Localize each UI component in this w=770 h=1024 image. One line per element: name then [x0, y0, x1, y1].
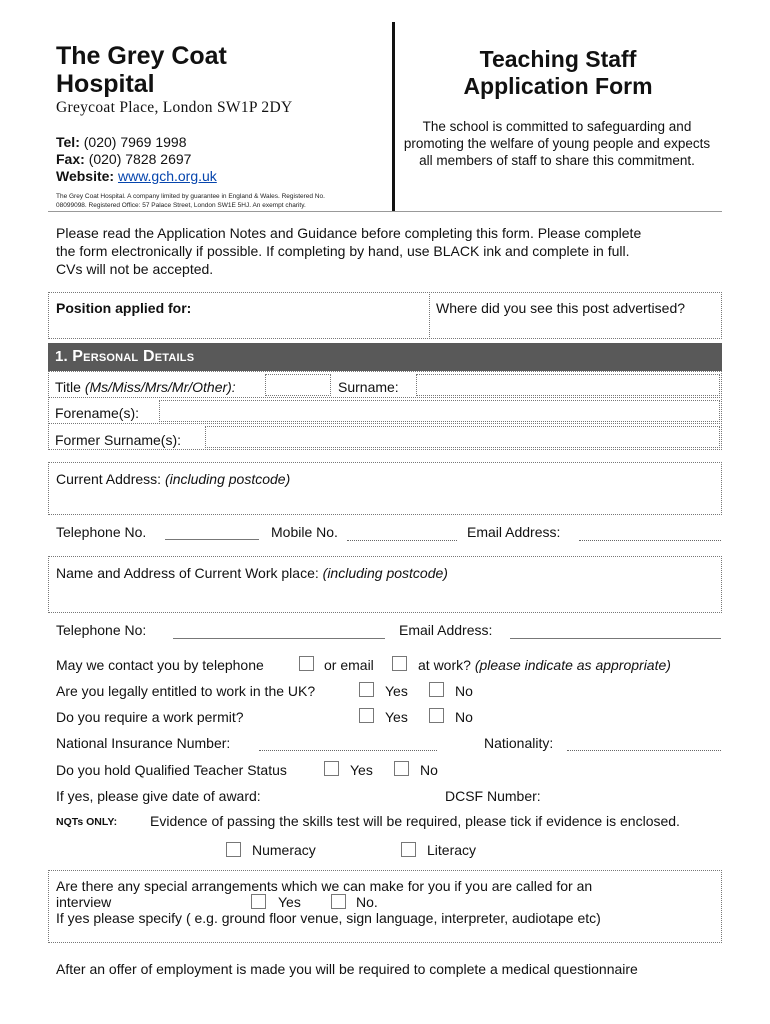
literacy-checkbox[interactable]: [401, 842, 416, 857]
entitled-yes-checkbox[interactable]: [359, 682, 374, 697]
title-input[interactable]: [265, 374, 331, 396]
special-arrangements-box: [48, 870, 722, 943]
ni-number-label: National Insurance Number:: [56, 735, 231, 751]
contact-telephone-checkbox[interactable]: [299, 656, 314, 671]
section-number: 1.: [55, 348, 68, 365]
safeguarding-statement: The school is committed to safeguarding and promoting the welfare of young people and expects all members of staff to share this commitment.: [403, 119, 711, 168]
school-name-line1: The Grey Coat: [56, 42, 227, 70]
position-label: Position applied for:: [56, 300, 192, 316]
mobile-input[interactable]: [347, 540, 457, 541]
mobile-label: Mobile No.: [271, 524, 338, 540]
forenames-input[interactable]: [159, 400, 720, 422]
header-divider: [392, 22, 395, 211]
ni-number-input[interactable]: [259, 750, 437, 751]
entitled-question: Are you legally entitled to work in the UK?: [56, 683, 316, 699]
fax-value: (020) 7828 2697: [88, 151, 192, 167]
intro-text: [56, 224, 736, 278]
permit-yes-checkbox[interactable]: [359, 708, 374, 723]
special-no-label: No.: [356, 894, 378, 910]
permit-no-checkbox[interactable]: [429, 708, 444, 723]
intro-line1: Please read the Application Notes and Guidance before completing this form. Please complete: [56, 225, 642, 241]
special-question-line2: interview: [56, 894, 112, 910]
form-title-line1: Teaching Staff: [479, 46, 637, 72]
entitled-yes-label: Yes: [385, 683, 408, 699]
school-address: Greycoat Place, London SW1P 2DY: [56, 99, 293, 116]
title-label-text: Title: [55, 379, 85, 395]
website-link[interactable]: www.gch.org.uk: [117, 168, 217, 184]
form-title: [400, 46, 716, 100]
permit-yes-label: Yes: [385, 709, 408, 725]
contact-hint: (please indicate as appropriate): [474, 657, 671, 673]
nationality-label: Nationality:: [484, 735, 554, 751]
nqt-text: Evidence of passing the skills test will be required, please tick if evidence is enclosed.: [150, 813, 680, 829]
email-input[interactable]: [579, 540, 721, 541]
intro-line3: CVs will not be accepted.: [56, 261, 214, 277]
workplace-field[interactable]: [48, 556, 722, 613]
nationality-input[interactable]: [567, 750, 721, 751]
medical-questionnaire-note: After an offer of employment is made you will be required to complete a medical questionnaire: [56, 961, 638, 977]
work-telephone-label: Telephone No:: [56, 622, 147, 638]
form-title-line2: Application Form: [463, 73, 653, 99]
website-line: [56, 168, 217, 184]
forenames-label: Forename(s):: [55, 405, 140, 421]
position-field[interactable]: [48, 292, 430, 339]
workplace-label: [56, 565, 448, 581]
legal-notice: [56, 193, 386, 210]
qts-yes-checkbox[interactable]: [324, 761, 339, 776]
advertised-field[interactable]: [429, 292, 722, 339]
special-specify-label: If yes please specify ( e.g. ground floor venue, sign language, interpreter, audiotape etc): [56, 910, 601, 926]
current-address-hint: (including postcode): [164, 471, 291, 487]
special-yes-checkbox[interactable]: [251, 894, 266, 909]
at-work-text: at work?: [418, 657, 471, 673]
entitled-no-label: No: [455, 683, 473, 699]
special-question-line1: Are there any special arrangements which we can make for you if you are called for an: [56, 878, 593, 894]
school-name-line2: Hospital: [56, 70, 155, 98]
qts-question: Do you hold Qualified Teacher Status: [56, 762, 287, 778]
school-name: [56, 42, 227, 98]
special-yes-label: Yes: [278, 894, 301, 910]
legal-line1: The Grey Coat Hospital. A company limited by guarantee in England & Wales. Registered No.: [56, 193, 325, 200]
legal-line2: 08099098. Registered Office: 57 Palace Street, London SW1E 5HJ. An exempt charity.: [56, 201, 306, 209]
workplace-hint: (including postcode): [322, 565, 448, 581]
email-label: Email Address:: [467, 524, 561, 540]
numeracy-label: Numeracy: [252, 842, 316, 858]
tel-value: (020) 7969 1998: [83, 134, 187, 150]
contact-email-checkbox[interactable]: [392, 656, 407, 671]
current-address-label: [56, 471, 290, 487]
permit-no-label: No: [455, 709, 473, 725]
or-email-label: or email: [324, 657, 374, 673]
qts-yes-label: Yes: [350, 762, 373, 778]
qts-no-checkbox[interactable]: [394, 761, 409, 776]
fax-label: Fax:: [56, 151, 85, 167]
telephone-label: Telephone No.: [56, 524, 147, 540]
surname-label: Surname:: [338, 379, 399, 395]
workplace-label-text: Name and Address of Current Work place:: [56, 565, 323, 581]
header-rule: [48, 211, 722, 212]
former-surnames-input[interactable]: [205, 426, 720, 448]
advertised-label: Where did you see this post advertised?: [436, 300, 686, 316]
work-email-label: Email Address:: [399, 622, 493, 638]
at-work-label: [418, 657, 671, 673]
dcsf-number-label: DCSF Number:: [445, 788, 541, 804]
current-address-label-text: Current Address:: [56, 471, 165, 487]
telephone-input[interactable]: [165, 539, 259, 540]
telephone-line: [56, 134, 187, 150]
permit-question: Do you require a work permit?: [56, 709, 244, 725]
current-address-field[interactable]: [48, 462, 722, 515]
work-telephone-input[interactable]: [173, 638, 385, 639]
intro-line2: the form electronically if possible. If completing by hand, use BLACK ink and complete in full.: [56, 243, 630, 259]
former-surnames-label: Former Surname(s):: [55, 432, 182, 448]
contact-question: May we contact you by telephone: [56, 657, 264, 673]
literacy-label: Literacy: [427, 842, 477, 858]
entitled-no-checkbox[interactable]: [429, 682, 444, 697]
qts-no-label: No: [420, 762, 438, 778]
tel-label: Tel:: [56, 134, 80, 150]
title-label: [55, 379, 236, 395]
special-no-checkbox[interactable]: [331, 894, 346, 909]
work-email-input[interactable]: [510, 638, 721, 639]
website-label: Website:: [56, 168, 115, 184]
numeracy-checkbox[interactable]: [226, 842, 241, 857]
award-date-label: If yes, please give date of award:: [56, 788, 261, 804]
nqt-label: NQTs ONLY:: [56, 816, 118, 828]
title-hint: (Ms/Miss/Mrs/Mr/Other):: [84, 379, 236, 395]
surname-input[interactable]: [416, 374, 720, 396]
section-header-personal-details: [48, 343, 722, 371]
section-title: Personal Details: [72, 348, 195, 365]
fax-line: [56, 151, 191, 167]
